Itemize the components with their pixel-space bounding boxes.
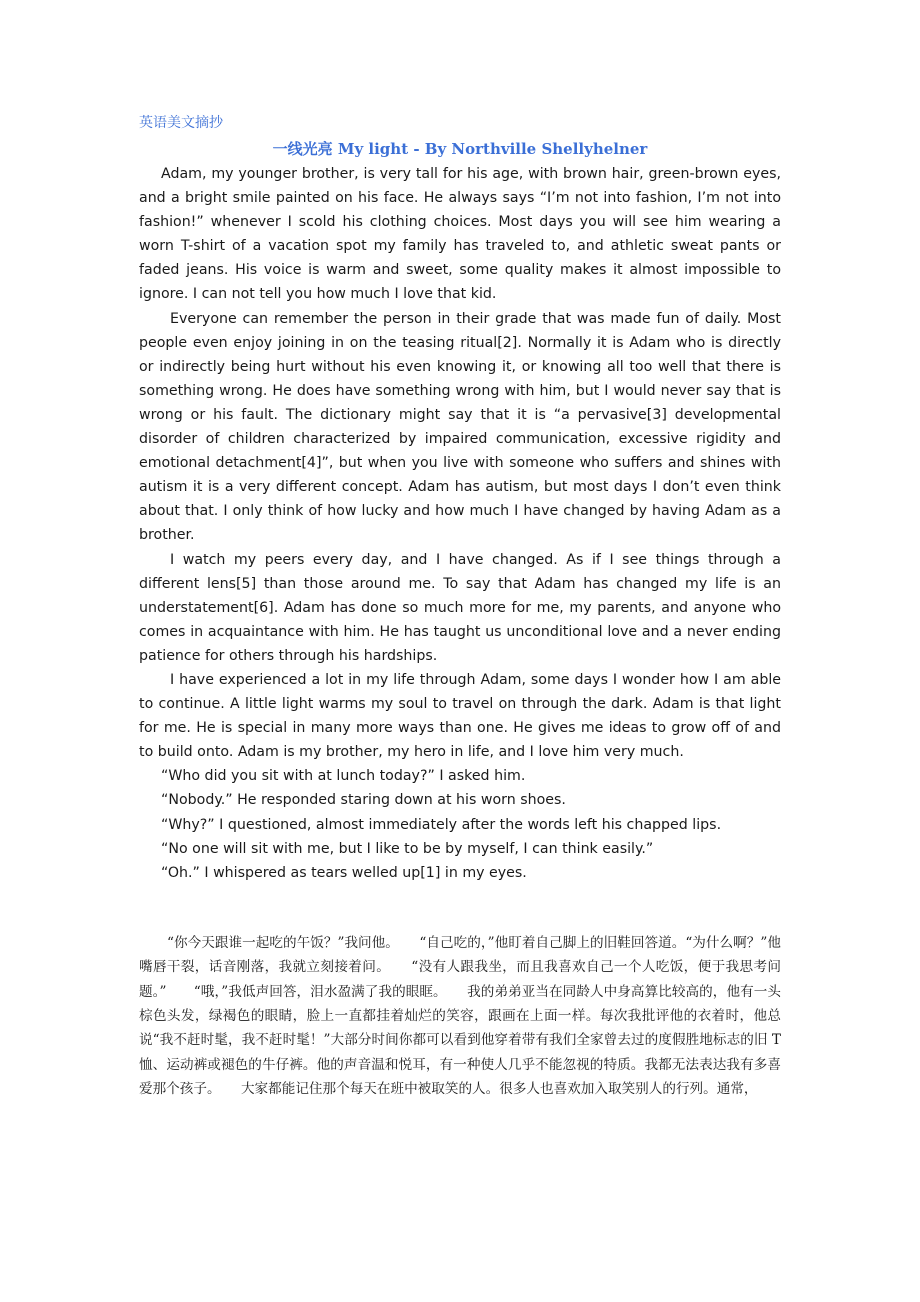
article-title: 一线光亮 My light - By Northville Shellyhelner xyxy=(272,140,648,158)
paragraph-3: I watch my peers every day, and I have changed. As if I see things through a different lens[5] than those around me. To say that Adam has changed my life is an understatement[6]. Adam has done so much more for me, my parents, and anyone who comes in acquaintance with him. He has taught us unconditional love and a never ending patience for others through his hardships. xyxy=(139,551,781,664)
english-article xyxy=(139,162,781,885)
paragraph-1: Adam, my younger brother, is very tall for his age, with brown hair, green-brown eyes, and a bright smile painted on his face. He always says “I’m not into fashion, I’m not into fashion!” whenever I scold his clothing choices. Most days you will see him wearing a worn T-shirt of a vacation spot my family has traveled to, and athletic sweat pants or faded jeans. His voice is warm and sweet, some quality makes it almost impossible to ignore. I can not tell you how much I love that kid. xyxy=(139,166,781,303)
paragraph-2: Everyone can remember the person in their grade that was made fun of daily. Most people even enjoy joining in on the teasing ritual[2]. Normally it is Adam who is directly or indirectly being hurt without his even knowing it, or knowing all too well that there is something wrong. He does have something wrong with him, but I would never say that is wrong or his fault. The dictionary might say that it is “a pervasive[3] developmental disorder of children characterized by impaired communication, excessive rigidity and emotional detachment[4]”, but when you live with someone who suffers and shines with autism it is a very different concept. Adam has autism, but most days I don’t even think about that. I only think of how lucky and how much I have changed by having Adam as a brother. xyxy=(139,310,781,544)
section-label: 英语美文摘抄 xyxy=(139,115,223,131)
chinese-translation: “你今天跟谁一起吃的午饭？”我问他。 “自己吃的，”他盯着自己脚上的旧鞋回答道。“为什么啊？”他嘴唇干裂，话音刚落，我就立刻接着问。 “没有人跟我坐，而且我喜欢自己一个人吃饭，便于我思考问题。” “哦，”我低声回答，泪水盈满了我的眼眶。 我的弟弟亚当在同龄人中身高算比较高的，他有一头棕色头发，绿褐色的眼睛，脸上一直都挂着灿烂的笑容，跟画在上面一样。每次我批评他的衣着时，他总说“我不赶时髦，我不赶时髦！”大部分时间你都可以看到他穿着带有我们全家曾去过的度假胜地标志的旧 T 恤、运动裤或褪色的牛仔裤。他的声音温和悦耳，有一种使人几乎不能忽视的特质。我都无法表达我有多喜爱那个孩子。 大家都能记住那个每天在班中被取笑的人。很多人也喜欢加入取笑别人的行列。通常， xyxy=(139,934,781,1098)
dialogue-line-2: “Nobody.” He responded staring down at his worn shoes. xyxy=(161,792,566,809)
dialogue-line-3: “Why?” I questioned, almost immediately after the words left his chapped lips. xyxy=(161,816,722,833)
document-page xyxy=(139,112,781,1102)
dialogue-line-1: “Who did you sit with at lunch today?” I asked him. xyxy=(161,768,526,785)
dialogue-line-4: “No one will sit with me, but I like to be by myself, I can think easily.” xyxy=(161,840,654,857)
dialogue-line-5: “Oh.” I whispered as tears welled up[1] in my eyes. xyxy=(161,864,527,881)
paragraph-4: I have experienced a lot in my life through Adam, some days I wonder how I am able to continue. A little light warms my soul to travel on through the dark. Adam is that light for me. He is special in many more ways than one. He gives me ideas to grow off of and to build onto. Adam is my brother, my hero in life, and I love him very much. xyxy=(139,671,781,761)
